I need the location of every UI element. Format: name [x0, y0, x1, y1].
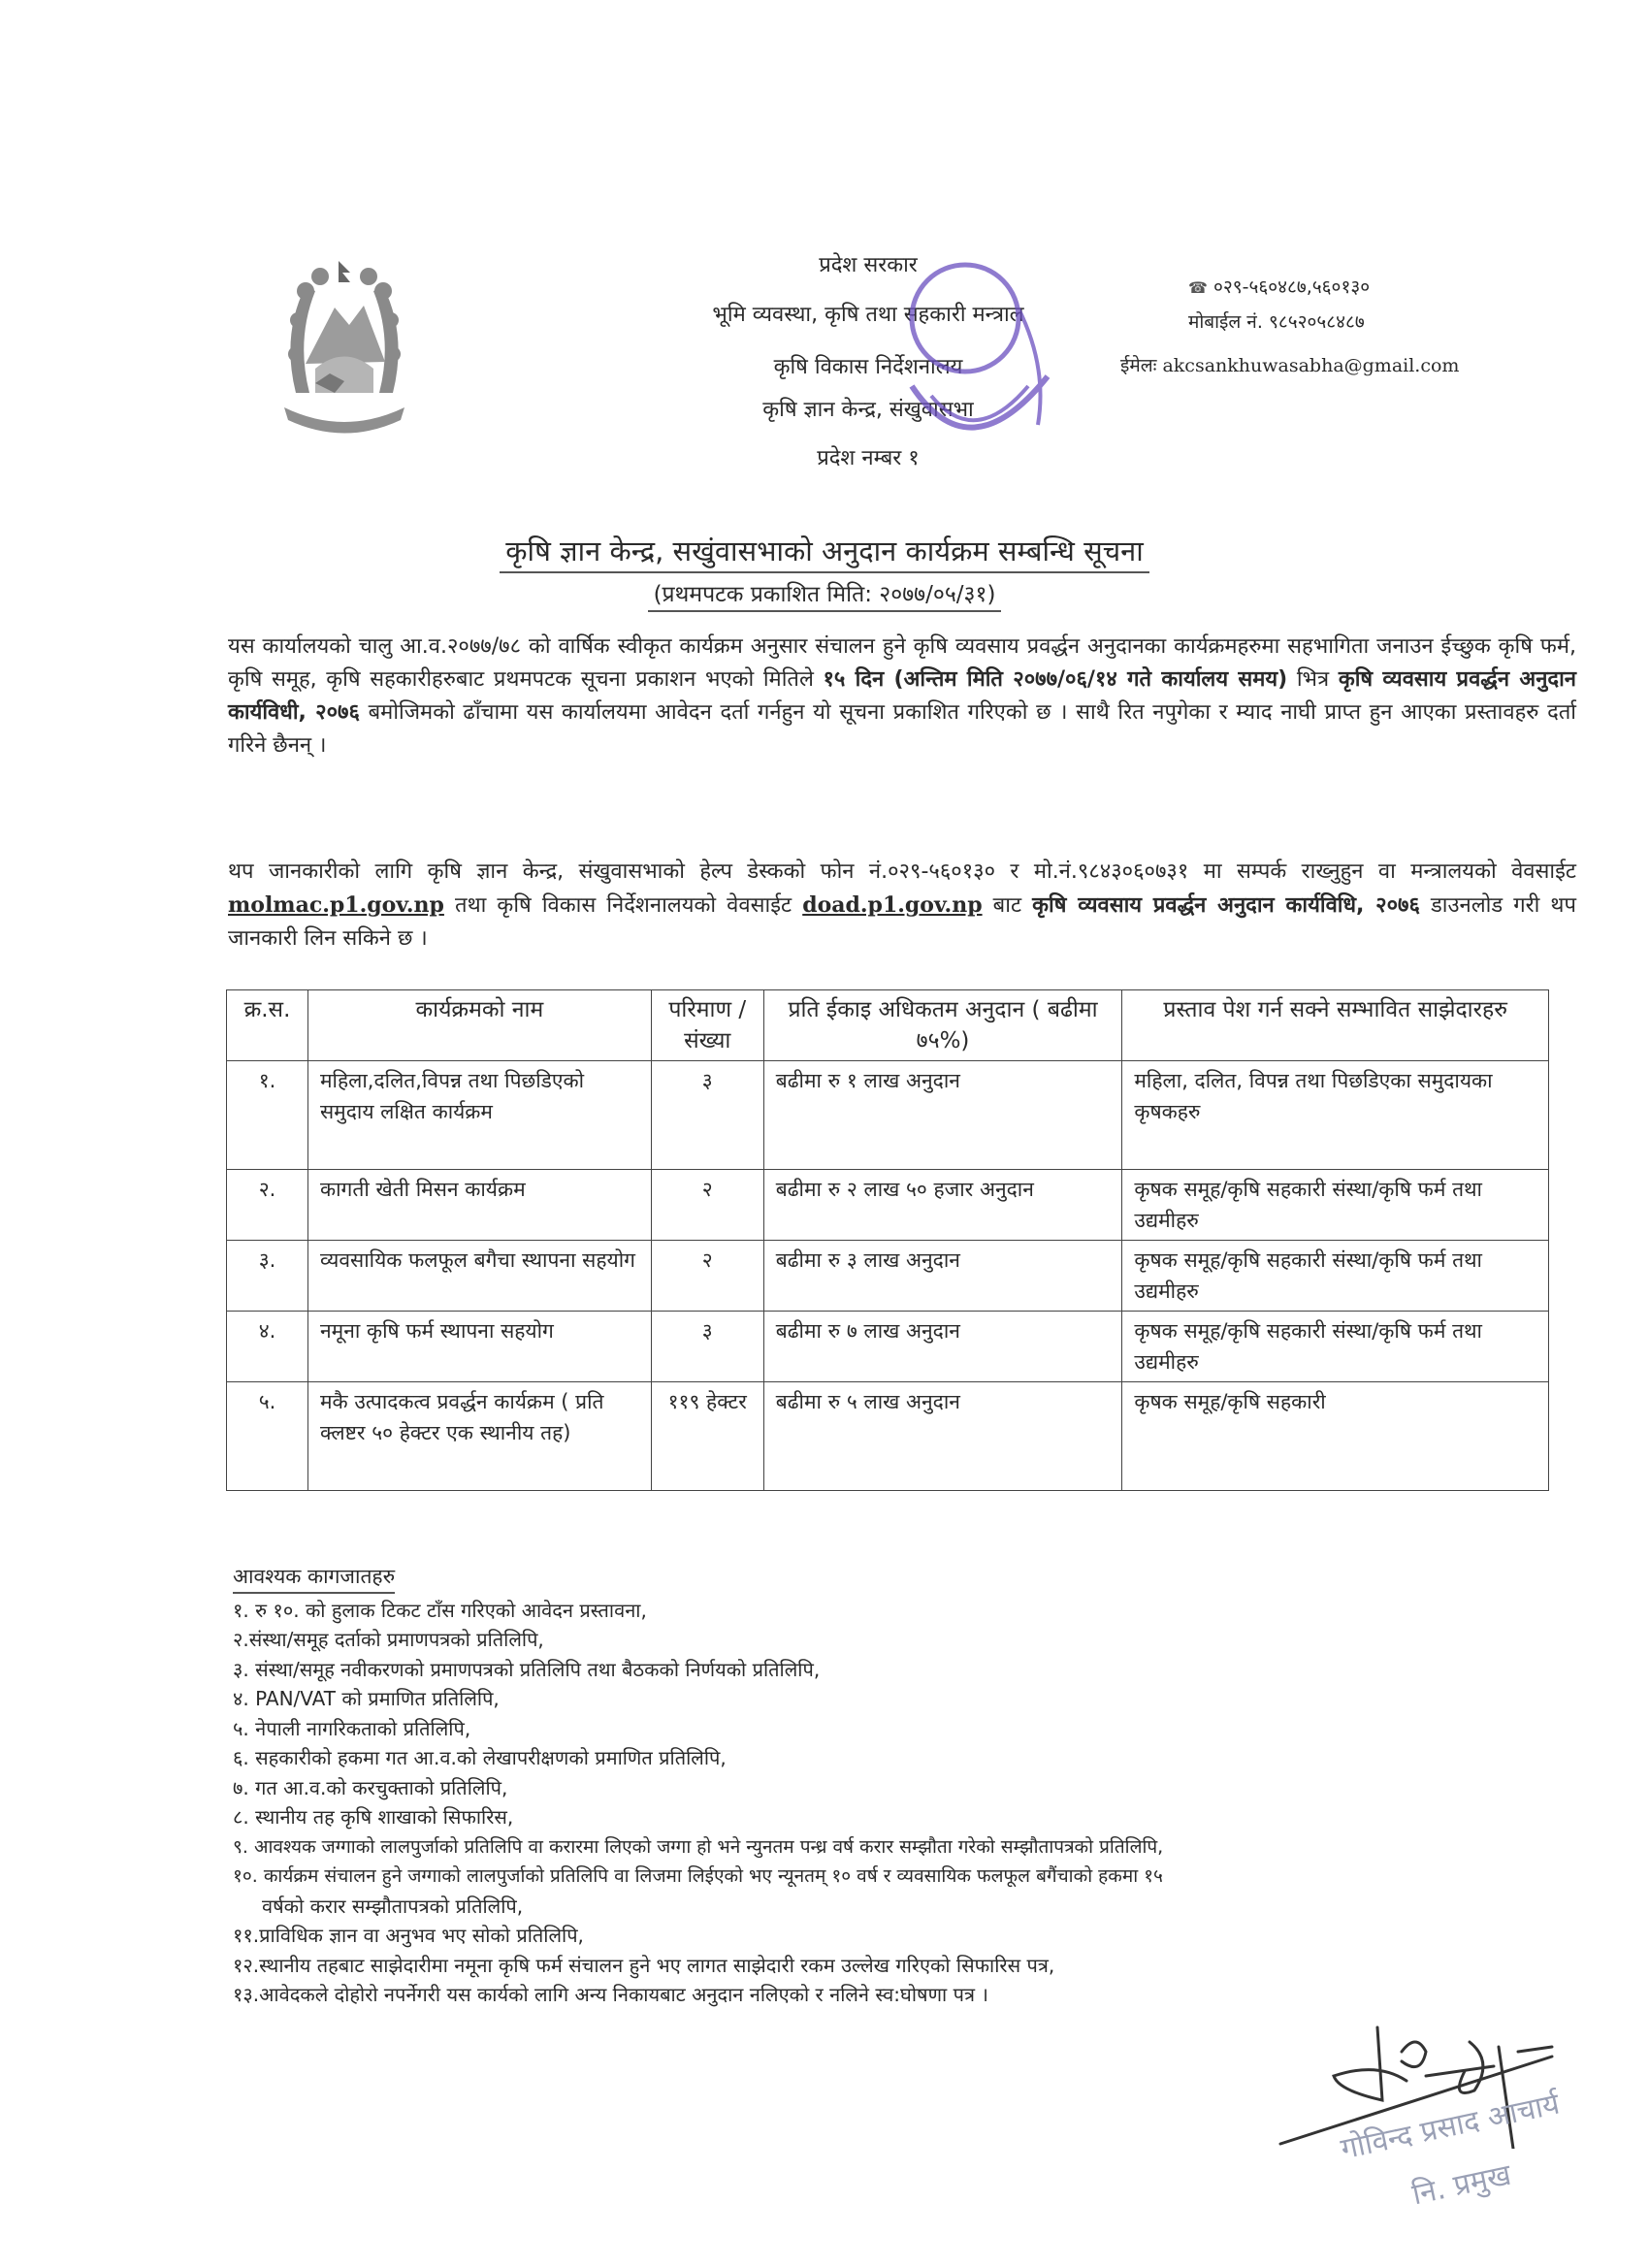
cell-grant: बढीमा रु ७ लाख अनुदान — [763, 1312, 1122, 1382]
cell-partners: कृषक समूह/कृषि सहकारी संस्था/कृषि फर्म तथा उद्यमीहरु — [1122, 1241, 1549, 1312]
para1-text-a: यस कार्यालयको चालु आ.व.२०७७/७८ को वार्षिक स्वीकृत कार्यक्रम अनुसार संचालन हुने कृषि व्यवसाय प्रवर्द्धन अनुदानका कार्यक्रमहरुमा सहभागिता जनाउन ईच्छुक कृषि फर्म, कृषि समूह, कृषि सहकारीहरुबाट प्रथमपटक सूचना प्रकाशन भएको मितिले — [228, 634, 1576, 692]
document-item: ११.प्राविधिक ज्ञान वा अनुभव भए सोको प्रतिलिपि, — [233, 1924, 584, 1947]
header-directorate: कृषि विकास निर्देशनालय — [773, 355, 963, 379]
telephone-icon: ☎ — [1188, 278, 1208, 297]
mobile-number: ९८५२०५८४८७ — [1268, 311, 1365, 333]
cell-serial: १. — [227, 1061, 308, 1170]
document-item: २.संस्था/समूह दर्ताको प्रमाणपत्रको प्रतिलिपि, — [233, 1628, 544, 1651]
notice-subtitle-date: (प्रथमपटक प्रकाशित मिति: २०७७/०५/३१) — [648, 577, 1002, 612]
cell-quantity: २ — [651, 1170, 763, 1241]
document-item: ५. नेपाली नागरिकताको प्रतिलिपि, — [233, 1716, 471, 1740]
phone-numbers: ०२९-५६०४८७,५६०१३० — [1212, 276, 1371, 298]
document-item: ७. गत आ.व.को करचुक्ताको प्रतिलिपि, — [233, 1775, 508, 1799]
header-ministry: भूमि व्यवस्था, कृषि तथा सहकारी मन्त्राल — [712, 303, 1024, 327]
para1-text-c: बमोजिमको ढाँचामा यस कार्यालयमा आवेदन दर्ता गर्नहुन यो सूचना प्रकाशित गरिएको छ । साथै रित नपुगेका र म्याद नाघी प्राप्त हुन आएका प्रस्तावहरु दर्ता गरिने छैनन् । — [228, 700, 1576, 758]
phone-line — [1188, 274, 1370, 299]
directorate-website-link[interactable]: doad.p1.gov.np — [802, 892, 983, 918]
mobile-line — [1188, 308, 1365, 334]
para2-text-b: तथा कृषि विकास निर्देशनालयको वेवसाईट — [443, 893, 803, 918]
cell-program: मकै उत्पादकत्व प्रवर्द्धन कार्यक्रम ( प्रति क्लष्टर ५० हेक्टर एक स्थानीय तह) — [307, 1382, 651, 1491]
table-row — [227, 1241, 1549, 1312]
signatory-designation: नि. प्रमुख — [1408, 2157, 1514, 2213]
table-row — [227, 1061, 1549, 1170]
cell-grant: बढीमा रु ३ लाख अनुदान — [763, 1241, 1122, 1312]
office-seal-stamp — [854, 250, 1086, 483]
document-item-continuation: वर्षको करार सम्झौतापत्रको प्रतिलिपि, — [262, 1894, 524, 1918]
cell-program: व्यवसायिक फलफूल बगैचा स्थापना सहयोग — [307, 1241, 651, 1312]
col-quantity: परिमाण /संख्या — [651, 990, 763, 1061]
col-serial: क्र.स. — [227, 990, 308, 1061]
nepal-emblem-logo — [276, 247, 412, 441]
document-item: ३. संस्था/समूह नवीकरणको प्रमाणपत्रको प्रतिलिपि तथा बैठकको निर्णयको प्रतिलिपि, — [233, 1657, 821, 1681]
para1-deadline: १५ दिन (अन्तिम मिति २०७७/०६/१४ गते कार्यालय समय) — [823, 667, 1288, 692]
cell-serial: ४. — [227, 1312, 308, 1382]
header-province-number: प्रदेश नम्बर १ — [817, 446, 920, 470]
required-documents — [233, 1562, 1571, 2010]
table-row — [227, 1170, 1549, 1241]
col-program-name: कार्यक्रमको नाम — [307, 990, 651, 1061]
cell-partners: कृषक समूह/कृषि सहकारी — [1122, 1382, 1549, 1491]
cell-quantity: ३ — [651, 1312, 763, 1382]
cell-program: महिला,दलित,विपन्न तथा पिछडिएको समुदाय लक्षित कार्यक्रम — [307, 1061, 651, 1170]
table-header-row — [227, 990, 1549, 1061]
cell-serial: ५. — [227, 1382, 308, 1491]
cell-grant: बढीमा रु ५ लाख अनुदान — [763, 1382, 1122, 1491]
para2-text-c: बाट — [982, 893, 1033, 918]
email-address[interactable]: akcsankhuwasabha@gmail.com — [1162, 355, 1460, 376]
cell-quantity: ११९ हेक्टर — [651, 1382, 763, 1491]
notice-paragraph-1 — [228, 631, 1576, 762]
para1-procedure: कृषि व्यवसाय प्रवर्द्धन अनुदान कार्यविधी, २०७६ — [228, 667, 1576, 725]
header-province-government: प्रदेश सरकार — [819, 253, 918, 277]
table-row — [227, 1382, 1549, 1491]
document-item: ४. PAN/VAT को प्रमाणित प्रतिलिपि, — [233, 1687, 500, 1710]
document-item: १२.स्थानीय तहबाट साझेदारीमा नमूना कृषि फर्म संचालन हुने भए लागत साझेदारी रकम उल्लेख गरिएको सिफारिस पत्र, — [233, 1953, 1055, 1977]
document-item: ८. स्थानीय तह कृषि शाखाको सिफारिस, — [233, 1805, 514, 1829]
programs-table — [226, 989, 1549, 1491]
document-item: ९. आवश्यक जग्गाको लालपुर्जाको प्रतिलिपि वा करारमा लिएको जग्गा हो भने न्युनतम पन्ध्र वर्ष करार सम्झौता गरेको सम्झौतापत्रको प्रतिलिपि, — [233, 1835, 1164, 1858]
notice-paragraph-2 — [228, 856, 1576, 956]
ministry-website-link[interactable]: molmac.p1.gov.np — [228, 892, 444, 918]
document-item: १३.आवेदकले दोहोरो नपर्नेगरी यस कार्यको लागि अन्य निकायबाट अनुदान नलिएको र नलिने स्व:घोषणा पत्र । — [233, 1983, 988, 2006]
cell-serial: ३. — [227, 1241, 308, 1312]
cell-program: नमूना कृषि फर्म स्थापना सहयोग — [307, 1312, 651, 1382]
document-item: १०. कार्यक्रम संचालन हुने जग्गाको लालपुर्जाको प्रतिलिपि वा लिजमा लिईएको भए न्यूनतम् १० वर्ष र व्यवसायिक फलफूल बगैंचाको हकमा १५ — [233, 1865, 1163, 1887]
email-label: ईमेलः — [1120, 355, 1157, 376]
col-partners: प्रस्ताव पेश गर्न सक्ने सम्भावित साझेदारहरु — [1122, 990, 1549, 1061]
cell-grant: बढीमा रु २ लाख ५० हजार अनुदान — [763, 1170, 1122, 1241]
notice-title: कृषि ज्ञान केन्द्र, सखुंवासभाको अनुदान कार्यक्रम सम्बन्धि सूचना — [500, 532, 1148, 573]
para1-text-b: भित्र — [1287, 667, 1339, 692]
documents-heading: आवश्यक कागजातहरु — [233, 1562, 395, 1594]
para2-text-d: डाउनलोड गरी थप जानकारी लिन सकिने छ । — [228, 893, 1576, 951]
mobile-label: मोबाईल नं. — [1188, 311, 1263, 333]
header-office: कृषि ज्ञान केन्द्र, संखुवासभा — [762, 398, 974, 422]
document-item: ६. सहकारीको हकमा गत आ.व.को लेखापरीक्षणको प्रमाणित प्रतिलिपि, — [233, 1746, 727, 1769]
cell-quantity: ३ — [651, 1061, 763, 1170]
cell-serial: २. — [227, 1170, 308, 1241]
cell-partners: कृषक समूह/कृषि सहकारी संस्था/कृषि फर्म तथा उद्यमीहरु — [1122, 1312, 1549, 1382]
document-item: १. रु १०. को हुलाक टिकट टाँस गरिएको आवेदन प्रस्तावना, — [233, 1598, 647, 1622]
cell-quantity: २ — [651, 1241, 763, 1312]
cell-grant: बढीमा रु १ लाख अनुदान — [763, 1061, 1122, 1170]
cell-partners: कृषक समूह/कृषि सहकारी संस्था/कृषि फर्म तथा उद्यमीहरु — [1122, 1170, 1549, 1241]
col-max-grant: प्रति ईकाइ अधिकतम अनुदान ( बढीमा ७५%) — [763, 990, 1122, 1061]
email-line — [1120, 352, 1459, 377]
cell-partners: महिला, दलित, विपन्न तथा पिछडिएका समुदायका कृषकहरु — [1122, 1061, 1549, 1170]
para2-procedure: कृषि व्यवसाय प्रवर्द्धन अनुदान कार्यविधि, २०७६ — [1032, 893, 1420, 918]
para2-text-a: थप जानकारीको लागि कृषि ज्ञान केन्द्र, संखुवासभाको हेल्प डेस्कको फोन नं.०२९-५६०१३० र मो.नं.९८४३०६०७३१ मा सम्पर्क राख्नुहुन वा मन्त्रालयको वेवसाईट — [228, 859, 1576, 884]
table-row — [227, 1312, 1549, 1382]
notice-title-block — [0, 532, 1649, 612]
signatory-name: गोविन्द प्रसाद आचार्य — [1338, 2087, 1563, 2167]
cell-program: कागती खेती मिसन कार्यक्रम — [307, 1170, 651, 1241]
